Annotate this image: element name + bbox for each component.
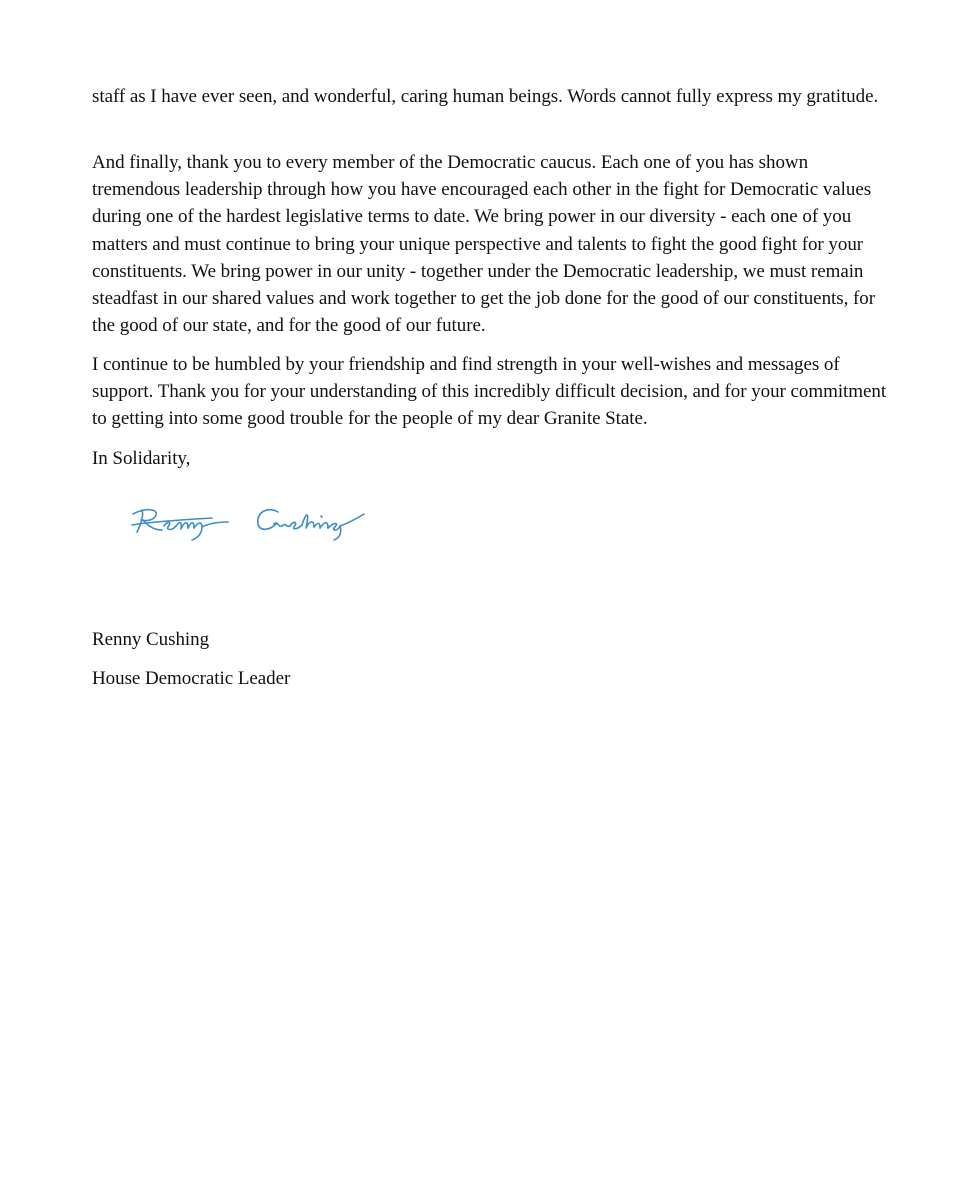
paragraph-gratitude: staff as I have ever seen, and wonderful, caring human beings. Words cannot fully express my gratitude. xyxy=(92,86,879,107)
signer-title: House Democratic Leader xyxy=(92,668,291,689)
handwritten-signature xyxy=(128,500,368,542)
signer-name: Renny Cushing xyxy=(92,629,210,650)
paragraph-caucus-thanks: And finally, thank you to every member of the Democratic caucus. Each one of you has shown tremendous leadership through how you have encouraged each other in the fight for Democratic values during one of the hardest legislative terms to date. We bring power in our diversity - each one of you matters and must continue to bring your unique perspective and talents to fight the good fight for your constituents. We bring power in our unity - together under the Democratic leadership, we must remain steadfast in our shared values and work together to get the job done for the good of our constituents, for the good of our state, and for the good of our future. xyxy=(92,152,875,337)
paragraph-humbled: I continue to be humbled by your friendship and find strength in your well-wishes and messages of support. Thank you for your understanding of this incredibly difficult decision, and for your commitment to getting into some good trouble for the people of my dear Granite State. xyxy=(92,354,887,430)
closing-salutation: In Solidarity, xyxy=(92,448,191,469)
